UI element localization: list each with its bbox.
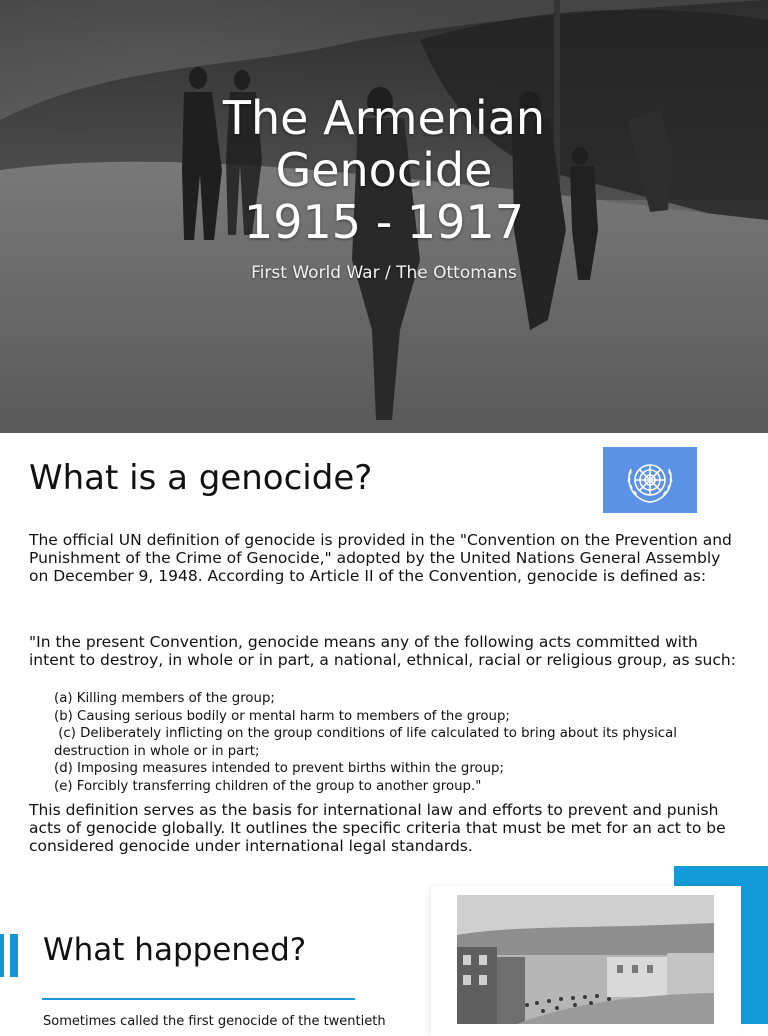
title-line-1: The Armenian: [222, 91, 546, 145]
list-item: (c) Deliberately inflicting on the group conditions of life calculated to bring about its physical destruction in whole or in part;: [54, 726, 682, 759]
list-item: (b) Causing serious bodily or mental harm to members of the group;: [54, 708, 510, 724]
accent-bar-right: [10, 934, 18, 977]
list-item: (d) Imposing measures intended to prevent births within the group;: [54, 761, 504, 777]
list-item: (a) Killing members of the group;: [54, 691, 275, 706]
history-heading: What happened?: [43, 932, 307, 968]
convention-quote: "In the present Convention, genocide means any of the following acts committed with intent to destroy, in whole or in part, a national, ethnical, racial or religious group, as such:: [29, 633, 736, 669]
genocide-acts-list: [54, 690, 744, 796]
accent-bar-left: [0, 934, 4, 977]
slide-title: [84, 92, 684, 248]
definition-conclusion: This definition serves as the basis for international law and efforts to prevent and punish acts of genocide globally. It outlines the specific criteria that must be met for an act to be considered genocide under international legal standards.: [29, 801, 726, 855]
definition-heading: What is a genocide?: [29, 458, 373, 498]
un-emblem-icon: [603, 447, 697, 513]
slide-subtitle: First World War / The Ottomans: [251, 263, 517, 283]
title-line-2: Genocide: [275, 143, 493, 197]
heading-underline: [42, 998, 355, 1000]
deportation-photo-image: [457, 895, 714, 1024]
title-slide: [0, 0, 768, 433]
title-line-3: 1915 - 1917: [244, 195, 524, 249]
un-flag: [603, 447, 697, 513]
history-body-text: Sometimes called the first genocide of the twentieth: [43, 1014, 386, 1029]
accent-frame-right: [739, 866, 768, 1024]
definition-intro: The official UN definition of genocide is provided in the "Convention on the Prevention and Punishment of the Crime of Genocide," adopted by the United Nations General Assembly on December 9, 1948. According to Article II of the Convention, genocide is defined as:: [29, 531, 732, 585]
deportation-photo: [457, 895, 714, 1024]
list-item: (e) Forcibly transferring children of the group to another group.": [54, 778, 482, 794]
